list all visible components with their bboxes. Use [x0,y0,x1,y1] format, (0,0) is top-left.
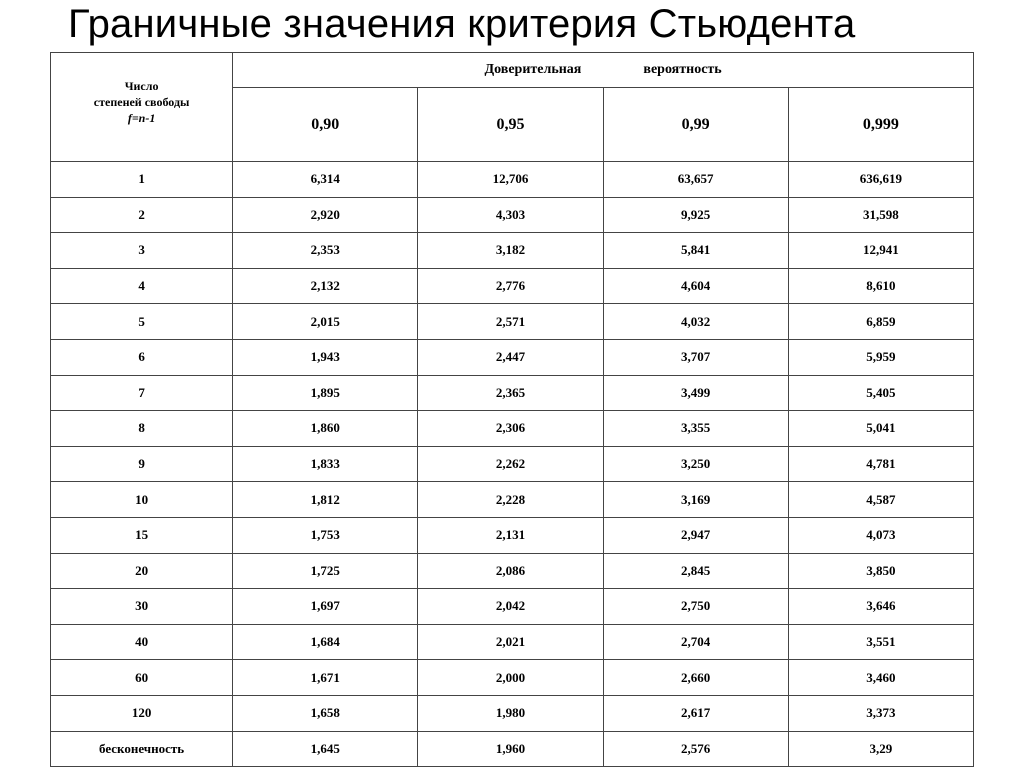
critical-value-cell: 1,684 [233,624,418,660]
table-row [51,553,974,589]
critical-value-cell: 3,707 [603,339,788,375]
critical-value-cell: 3,169 [603,482,788,518]
critical-value-cell: 3,182 [418,233,603,269]
critical-value-cell: 2,132 [233,268,418,304]
degrees-of-freedom-cell: 2 [51,197,233,233]
degrees-of-freedom-cell: 8 [51,411,233,447]
table-row [51,375,974,411]
critical-value-cell: 4,303 [418,197,603,233]
table-row [51,411,974,447]
critical-value-cell: 2,776 [418,268,603,304]
critical-value-cell: 2,042 [418,589,603,625]
critical-value-cell: 3,373 [788,695,973,731]
table-row [51,482,974,518]
critical-value-cell: 2,750 [603,589,788,625]
critical-value-cell: 2,353 [233,233,418,269]
header-row-top [51,53,974,88]
critical-value-cell: 5,041 [788,411,973,447]
probability-header-cell: 0,95 [418,88,603,162]
critical-value-cell: 5,841 [603,233,788,269]
header-f-line3: f=n-1 [127,111,156,125]
critical-value-cell: 1,980 [418,695,603,731]
degrees-of-freedom-cell: 10 [51,482,233,518]
header-f-line1: Число [124,79,159,93]
critical-value-cell: 1,895 [233,375,418,411]
table-row [51,197,974,233]
degrees-of-freedom-cell: 5 [51,304,233,340]
critical-value-cell: 31,598 [788,197,973,233]
table-row [51,589,974,625]
critical-value-cell: 6,314 [233,162,418,198]
critical-value-cell: 1,671 [233,660,418,696]
probability-header-cell: 0,999 [788,88,973,162]
degrees-of-freedom-cell: 40 [51,624,233,660]
critical-value-cell: 2,947 [603,517,788,553]
table-row [51,233,974,269]
degrees-of-freedom-cell: 7 [51,375,233,411]
table-row [51,446,974,482]
critical-value-cell: 1,697 [233,589,418,625]
critical-value-cell: 1,860 [233,411,418,447]
critical-value-cell: 636,619 [788,162,973,198]
critical-value-cell: 3,250 [603,446,788,482]
critical-value-cell: 2,571 [418,304,603,340]
critical-value-cell: 4,032 [603,304,788,340]
table-row [51,268,974,304]
critical-value-cell: 2,021 [418,624,603,660]
critical-value-cell: 2,262 [418,446,603,482]
critical-value-cell: 2,920 [233,197,418,233]
critical-value-cell: 12,706 [418,162,603,198]
critical-value-cell: 12,941 [788,233,973,269]
confidence-probability-header [233,53,974,88]
table-row [51,624,974,660]
critical-value-cell: 6,859 [788,304,973,340]
critical-value-cell: 2,365 [418,375,603,411]
critical-value-cell: 3,850 [788,553,973,589]
degrees-of-freedom-cell: бесконечность [51,731,233,767]
critical-value-cell: 4,587 [788,482,973,518]
critical-value-cell: 2,131 [418,517,603,553]
critical-value-cell: 2,015 [233,304,418,340]
degrees-of-freedom-cell: 6 [51,339,233,375]
table-row [51,304,974,340]
critical-value-cell: 2,704 [603,624,788,660]
critical-value-cell: 2,086 [418,553,603,589]
critical-value-cell: 3,646 [788,589,973,625]
critical-value-cell: 63,657 [603,162,788,198]
critical-value-cell: 1,833 [233,446,418,482]
critical-value-cell: 4,781 [788,446,973,482]
header-f-line2: степеней свободы [93,95,190,109]
critical-value-cell: 4,604 [603,268,788,304]
critical-value-cell: 2,617 [603,695,788,731]
degrees-of-freedom-cell: 20 [51,553,233,589]
table-row [51,162,974,198]
critical-value-cell: 2,000 [418,660,603,696]
critical-value-cell: 2,660 [603,660,788,696]
degrees-of-freedom-header [51,53,233,162]
critical-value-cell: 2,228 [418,482,603,518]
degrees-of-freedom-cell: 15 [51,517,233,553]
table-row [51,517,974,553]
critical-value-cell: 1,645 [233,731,418,767]
header-prob-word1: Доверительная [484,62,582,77]
degrees-of-freedom-cell: 60 [51,660,233,696]
critical-value-cell: 1,658 [233,695,418,731]
degrees-of-freedom-cell: 9 [51,446,233,482]
table-row [51,695,974,731]
degrees-of-freedom-cell: 3 [51,233,233,269]
student-table-container [50,52,974,767]
critical-value-cell: 2,447 [418,339,603,375]
table-row [51,731,974,767]
critical-value-cell: 1,960 [418,731,603,767]
table-header [51,53,974,162]
degrees-of-freedom-cell: 120 [51,695,233,731]
degrees-of-freedom-cell: 4 [51,268,233,304]
degrees-of-freedom-cell: 30 [51,589,233,625]
critical-value-cell: 3,355 [603,411,788,447]
header-prob-word2: вероятность [643,62,722,77]
critical-value-cell: 1,812 [233,482,418,518]
critical-value-cell: 3,499 [603,375,788,411]
critical-value-cell: 2,306 [418,411,603,447]
critical-value-cell: 3,551 [788,624,973,660]
critical-value-cell: 1,943 [233,339,418,375]
table-row [51,660,974,696]
critical-value-cell: 1,753 [233,517,418,553]
critical-value-cell: 9,925 [603,197,788,233]
degrees-of-freedom-cell: 1 [51,162,233,198]
critical-value-cell: 2,845 [603,553,788,589]
critical-value-cell: 3,460 [788,660,973,696]
critical-value-cell: 2,576 [603,731,788,767]
student-critical-values-table [50,52,974,767]
critical-value-cell: 5,405 [788,375,973,411]
page-title: Граничные значения критерия Стьюдента [68,2,856,46]
critical-value-cell: 3,29 [788,731,973,767]
critical-value-cell: 8,610 [788,268,973,304]
table-row [51,339,974,375]
probability-header-cell: 0,99 [603,88,788,162]
critical-value-cell: 1,725 [233,553,418,589]
critical-value-cell: 4,073 [788,517,973,553]
table-body [51,162,974,767]
probability-header-cell: 0,90 [233,88,418,162]
critical-value-cell: 5,959 [788,339,973,375]
